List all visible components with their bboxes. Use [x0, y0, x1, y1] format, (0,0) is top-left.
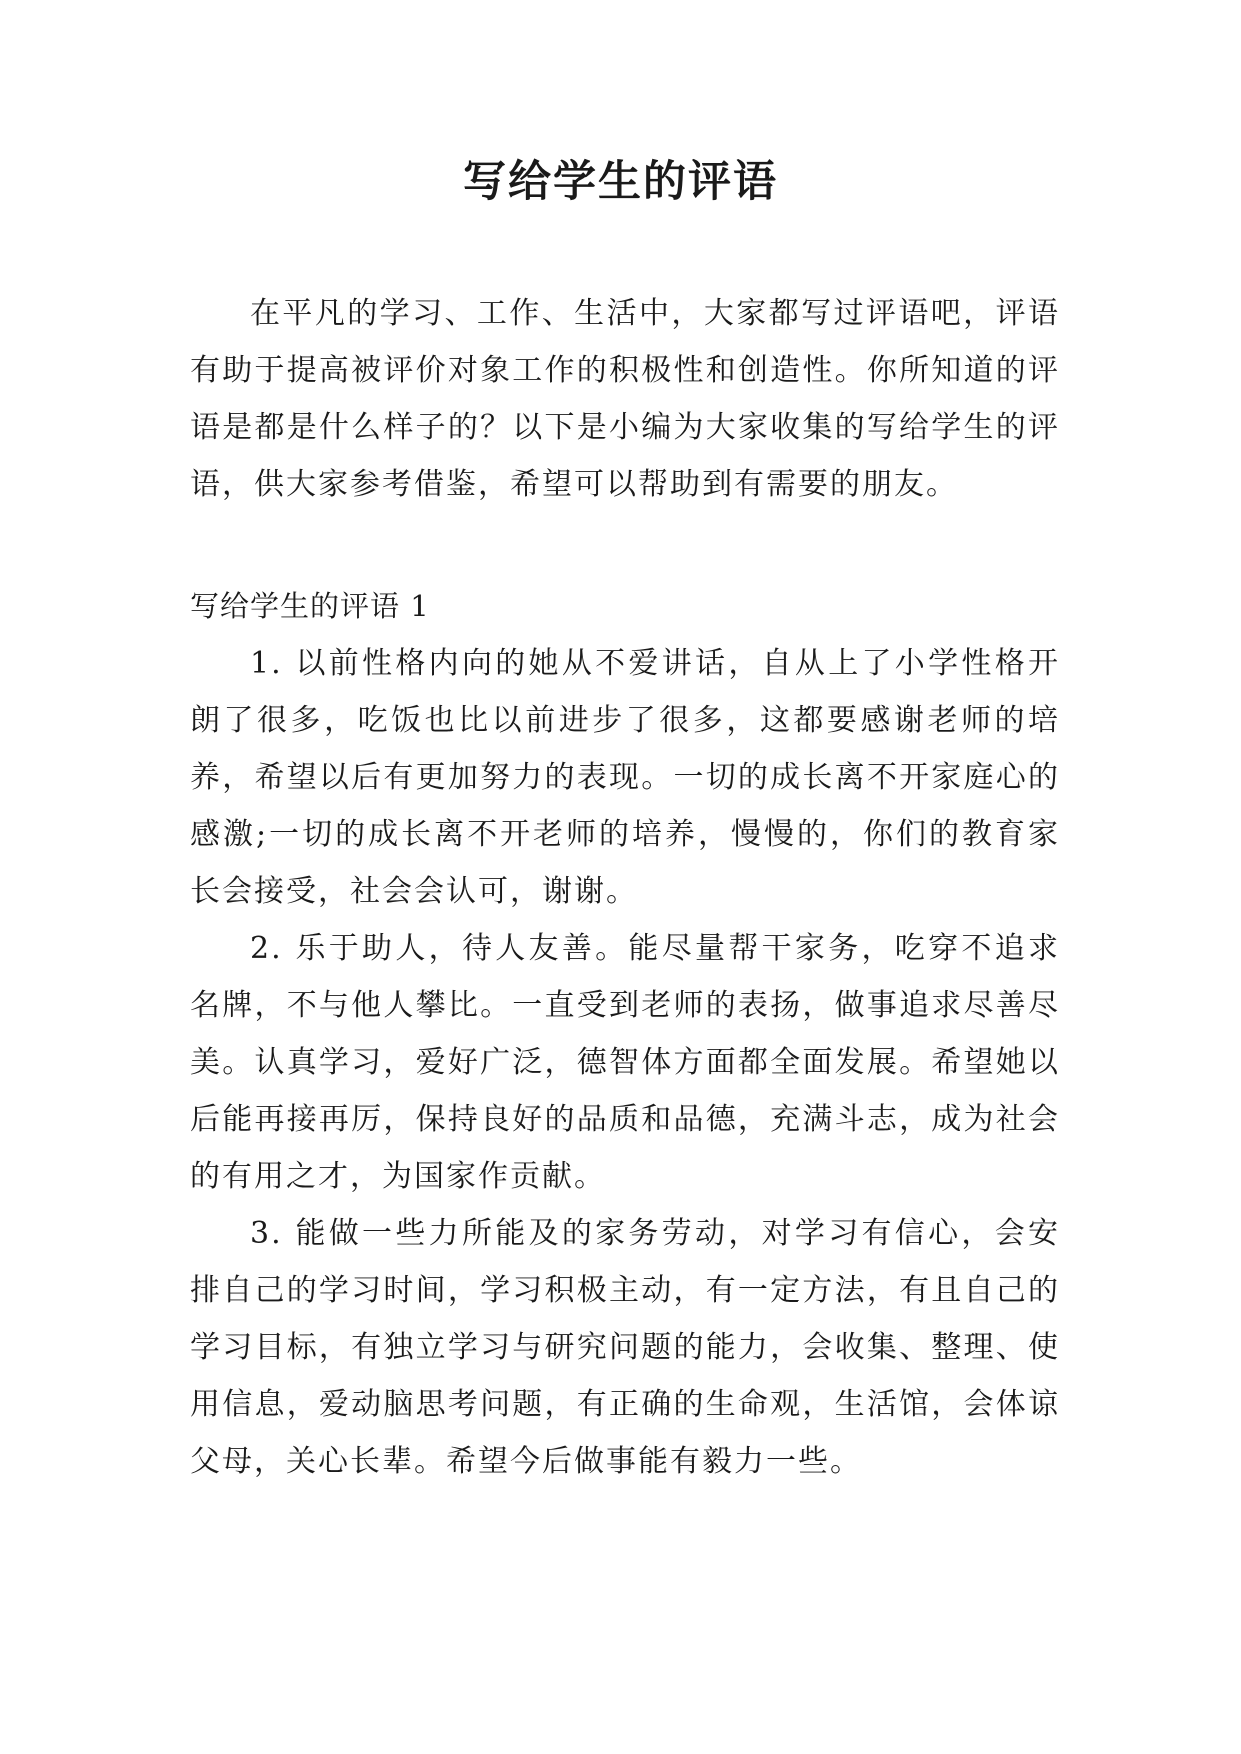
section-heading: 写给学生的评语 1: [190, 589, 430, 623]
comment-item-1: 1. 以前性格内向的她从不爱讲话，自从上了小学性格开朗了很多，吃饭也比以前进步了很多，这都要感谢老师的培养，希望以后有更加努力的表现。一切的成长离不开家庭心的感激;一切的成长离不开老师的培养，慢慢的，你们的教育家长会接受，社会会认可，谢谢。: [190, 646, 1060, 909]
page-title: 写给学生的评语: [463, 157, 778, 207]
intro-paragraph: 在平凡的学习、工作、生活中，大家都写过评语吧，评语有助于提高被评价对象工作的积极性和创造性。你所知道的评语是都是什么样子的？以下是小编为大家收集的写给学生的评语，供大家参考借鉴，希望可以帮助到有需要的朋友。: [190, 296, 1060, 502]
document-body: [190, 285, 1060, 1490]
comment-item-3: 3. 能做一些力所能及的家务劳动，对学习有信心，会安排自己的学习时间，学习积极主动，有一定方法，有且自己的学习目标，有独立学习与研究问题的能力，会收集、整理、使用信息，爱动脑思考问题，有正确的生命观，生活馆，会体谅父母，关心长辈。希望今后做事能有毅力一些。: [190, 1216, 1060, 1479]
comment-item-2: 2. 乐于助人，待人友善。能尽量帮干家务，吃穿不追求名牌，不与他人攀比。一直受到老师的表扬，做事追求尽善尽美。认真学习，爱好广泛，德智体方面都全面发展。希望她以后能再接再厉，保持良好的品质和品德，充满斗志，成为社会的有用之才，为国家作贡献。: [190, 931, 1060, 1194]
